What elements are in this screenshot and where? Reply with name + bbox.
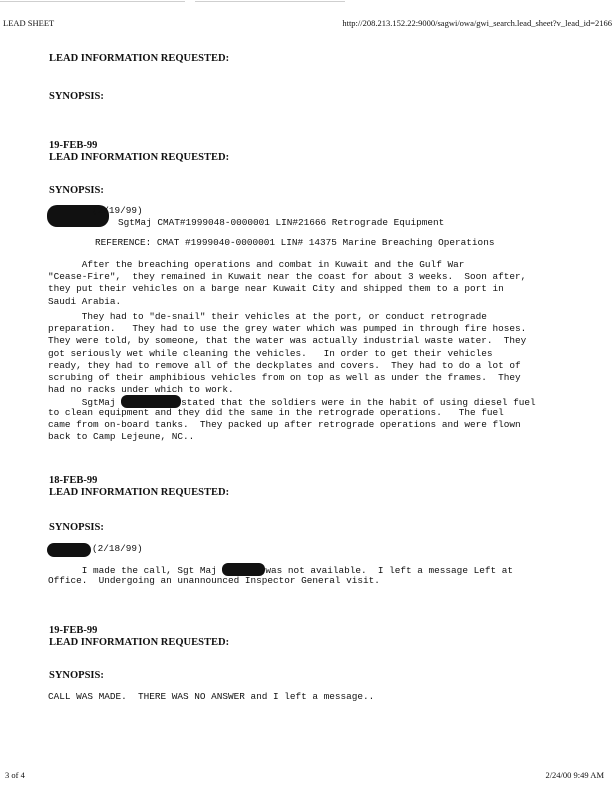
paragraph-text: SgtMaj: [48, 397, 122, 408]
reference-line: REFERENCE: CMAT #1999040-0000001 LIN# 14375 Marine Breaching Operations: [95, 237, 495, 248]
synopsis-heading: SYNOPSIS:: [49, 185, 104, 196]
page-header-title: LEAD SHEET: [3, 18, 55, 28]
page-header-url[interactable]: http://208.213.152.22:9000/sagwi/owa/gwi_search.lead_sheet?v_lead_id=2166: [342, 18, 612, 28]
synopsis-paragraph: After the breaching operations and combat in Kuwait and the Gulf War "Cease-Fire", they remained in Kuwait near the coast for about 3 weeks. Soon after, they put their vehicles on a barge near Kuwait City and shipped them to a port in Saudi Arabia.: [48, 259, 527, 307]
synopsis-paragraph: Office. Undergoing an unannounced Inspector General visit.: [48, 575, 380, 586]
paragraph-text: I made the call, Sgt Maj: [48, 565, 223, 576]
lead-info-heading: LEAD INFORMATION REQUESTED:: [49, 53, 230, 64]
redaction-block: [47, 543, 91, 557]
synopsis-heading: SYNOPSIS:: [49, 91, 104, 102]
synopsis-heading: SYNOPSIS:: [49, 670, 104, 681]
paragraph-text: was not available. I left a message Left at: [265, 565, 513, 576]
entry-date: 19-FEB-99: [49, 140, 98, 151]
synopsis-paragraph: CALL WAS MADE. THERE WAS NO ANSWER and I left a message..: [48, 691, 375, 702]
entry-stamp: (2/19/99): [92, 205, 143, 216]
entry-date: 19-FEB-99: [49, 625, 98, 636]
top-rule-left: [0, 1, 185, 2]
top-rule-right: [195, 1, 345, 2]
entry-stamp: (2/18/99): [92, 543, 143, 554]
print-timestamp: 2/24/00 9:49 AM: [545, 770, 604, 780]
page-number: 3 of 4: [5, 770, 25, 780]
lead-info-heading: LEAD INFORMATION REQUESTED:: [49, 487, 230, 498]
paragraph-text: stated that the soldiers were in the habit of using diesel fuel: [181, 397, 536, 408]
synopsis-paragraph: They had to "de-snail" their vehicles at the port, or conduct retrograde preparation. They had to use the grey water which was pumped in through fire hoses. They were told, by someone, that the water was actually industrial waste water. They got seriously wet while cleaning the vehicles. In order to get their vehicles ready, they had to remove all of the deckplates and covers. They had to do a lot of scrubing of their amphibious vehicles from on top as well as under the frames. They had no racks under which to work.: [48, 311, 527, 396]
entry-line: SgtMaj CMAT#1999048-0000001 LIN#21666 Retrograde Equipment: [118, 217, 445, 228]
entry-date: 18-FEB-99: [49, 475, 98, 486]
lead-info-heading: LEAD INFORMATION REQUESTED:: [49, 152, 230, 163]
synopsis-paragraph: to clean equipment and they did the same in the retrograde operations. The fuel came from on-board tanks. They packed up after retrograde operations and were flown back to Camp Lejeune, NC..: [48, 407, 521, 443]
synopsis-heading: SYNOPSIS:: [49, 522, 104, 533]
lead-info-heading: LEAD INFORMATION REQUESTED:: [49, 637, 230, 648]
